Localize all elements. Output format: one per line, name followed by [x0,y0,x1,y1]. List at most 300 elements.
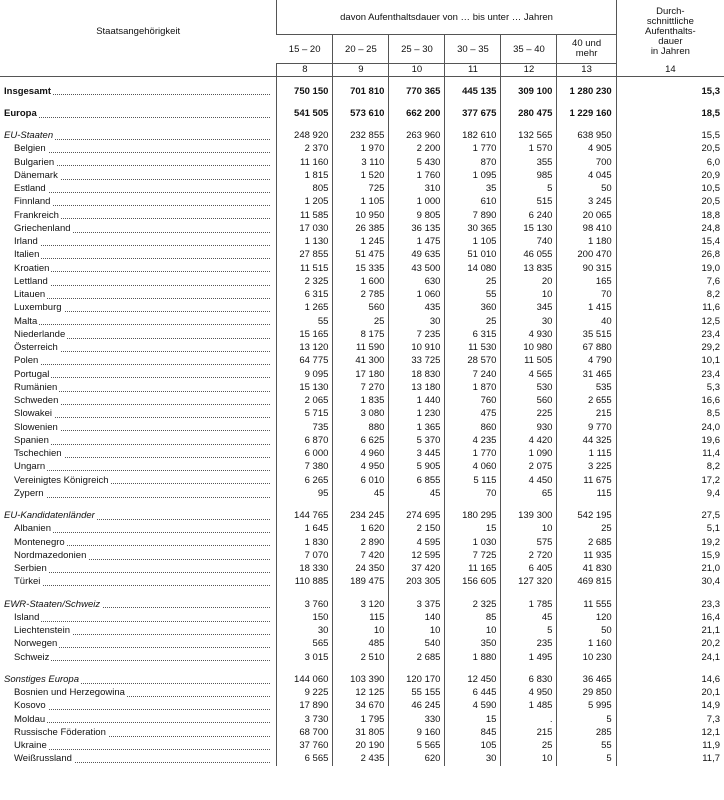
value-cell: 1 620 [333,523,389,536]
value-cell: 4 930 [501,328,557,341]
value-cell: 35 515 [557,328,616,341]
table-row [0,713,724,726]
value-cell: 20 [501,275,557,288]
row-label-text: Kosovo [14,700,46,712]
value-cell: 215 [557,408,616,421]
value-cell: 139 300 [501,510,557,523]
row-label-text: EWR-Staaten/Schweiz [4,598,101,610]
value-cell: 760 [445,395,501,408]
value-cell: 4 950 [333,461,389,474]
value-cell: 985 [501,169,557,182]
value-cell: 638 950 [557,130,616,143]
value-cell: 45 [389,487,445,500]
average-cell: 11,9 [616,740,724,753]
column-number: 9 [333,64,389,77]
value-cell: 280 475 [501,107,557,120]
row-label [0,625,277,638]
row-label [0,536,277,549]
value-cell: 845 [445,726,501,739]
value-cell: 1 105 [445,236,501,249]
spacer-cell [501,501,557,510]
spacer-cell [277,121,333,130]
value-cell: 50 [557,625,616,638]
value-cell: 530 [501,381,557,394]
row-label-text: Nordmazedonien [14,549,87,561]
value-cell: 25 [445,275,501,288]
average-cell: 7,6 [616,275,724,288]
column-number: 8 [277,64,333,77]
row-label-text: EU-Kandidatenländer [4,510,95,522]
spacer-cell [445,501,501,510]
spacer-cell [389,76,445,85]
spacer-cell [445,98,501,107]
value-cell: 1 870 [445,381,501,394]
spacer-cell [616,589,724,598]
row-label [0,262,277,275]
spacer-cell [389,589,445,598]
value-cell: 144 765 [277,510,333,523]
value-cell: 13 835 [501,262,557,275]
value-cell: 1 485 [501,700,557,713]
row-label [0,130,277,143]
value-cell: 11 505 [501,355,557,368]
spacer-cell [277,76,333,85]
value-cell: 435 [389,302,445,315]
table-row [0,474,724,487]
row-label-text: Sonstiges Europa [4,673,79,685]
spacer-cell [277,501,333,510]
value-cell: 2 325 [445,598,501,611]
table-row [0,342,724,355]
table-row [0,302,724,315]
row-label [0,143,277,156]
average-cell: 14,9 [616,700,724,713]
table-row [0,395,724,408]
column-number: 10 [389,64,445,77]
value-cell: 5 115 [445,474,501,487]
row-label-text: Litauen [14,289,46,301]
value-cell: 68 700 [277,726,333,739]
row-label [0,487,277,500]
value-cell: 9 160 [389,726,445,739]
value-cell: 7 890 [445,209,501,222]
row-label-text: Montenegro [14,536,65,548]
spacer-cell [445,589,501,598]
value-cell: 182 610 [445,130,501,143]
range-header: 20 – 25 [333,35,389,64]
average-cell: 24,0 [616,421,724,434]
average-cell: 19,6 [616,434,724,447]
value-cell: 30 365 [445,222,501,235]
value-cell: 26 385 [333,222,389,235]
row-label [0,523,277,536]
row-label [0,549,277,562]
value-cell: 360 [445,302,501,315]
average-cell: 19,2 [616,536,724,549]
value-cell: 542 195 [557,510,616,523]
value-cell: 95 [277,487,333,500]
table-row [0,434,724,447]
average-cell: 24,8 [616,222,724,235]
average-cell: 10,1 [616,355,724,368]
value-cell: 310 [389,183,445,196]
row-label [0,156,277,169]
row-label-text: Griechenland [14,222,71,234]
value-cell: 41 830 [557,563,616,576]
average-cell: 11,4 [616,448,724,461]
value-cell: 15 [445,713,501,726]
value-cell: 1 115 [557,448,616,461]
table-row [0,183,724,196]
row-label-text: Frankreich [14,209,59,221]
range-header: 15 – 20 [277,35,333,64]
row-label [0,448,277,461]
row-label [0,368,277,381]
value-cell: 565 [277,638,333,651]
value-cell: 5 [557,713,616,726]
value-cell: 1 365 [389,421,445,434]
value-cell: 6 565 [277,753,333,766]
row-label [0,209,277,222]
average-cell: 8,2 [616,289,724,302]
value-cell: 24 350 [333,563,389,576]
value-cell: 55 [277,315,333,328]
value-cell: 4 595 [389,536,445,549]
value-cell: 15 130 [277,381,333,394]
spacer-row [0,664,724,673]
value-cell: 2 435 [333,753,389,766]
value-cell: 120 [557,611,616,624]
value-cell: 15 [445,523,501,536]
table-row [0,315,724,328]
value-cell: 11 555 [557,598,616,611]
spacer-cell [557,121,616,130]
value-cell: 1 645 [277,523,333,536]
row-label [0,713,277,726]
value-cell: 5 565 [389,740,445,753]
value-cell: 575 [501,536,557,549]
column-number: 11 [445,64,501,77]
column-number-blank [0,64,277,77]
value-cell: 3 245 [557,196,616,209]
value-cell: 2 510 [333,651,389,664]
value-cell: 4 235 [445,434,501,447]
table-row [0,726,724,739]
spacer-row [0,589,724,598]
table-row [0,408,724,421]
row-label [0,638,277,651]
value-cell: 10 [501,289,557,302]
value-cell: 64 775 [277,355,333,368]
row-label [0,461,277,474]
column-number: 13 [557,64,616,77]
value-cell: 6 315 [445,328,501,341]
average-cell: 16,6 [616,395,724,408]
value-cell: 1 830 [277,536,333,549]
value-cell: 55 [445,289,501,302]
value-cell: 9 770 [557,421,616,434]
row-label-text: Europa [4,107,37,119]
value-cell: 10 [389,625,445,638]
average-cell: 6,0 [616,156,724,169]
group-row [0,673,724,686]
value-cell: 6 240 [501,209,557,222]
value-cell: 5 [501,183,557,196]
value-cell: 20 190 [333,740,389,753]
value-cell: 4 045 [557,169,616,182]
table-row [0,638,724,651]
spacer-cell [277,98,333,107]
value-cell: 10 [445,625,501,638]
average-cell: 11,7 [616,753,724,766]
value-cell: 1 880 [445,651,501,664]
value-cell: 10 [501,523,557,536]
average-cell: 26,8 [616,249,724,262]
value-cell: 1 835 [333,395,389,408]
value-cell: 1 000 [389,196,445,209]
average-cell: 14,6 [616,673,724,686]
value-cell: 1 770 [445,143,501,156]
spacer-row [0,76,724,85]
spacer-cell [501,121,557,130]
value-cell: 51 475 [333,249,389,262]
row-label-text: Italien [14,249,40,261]
value-cell: 165 [557,275,616,288]
value-cell: 1 130 [277,236,333,249]
average-cell: 27,5 [616,510,724,523]
value-cell: 355 [501,156,557,169]
spacer-cell [389,501,445,510]
value-cell: 115 [333,611,389,624]
value-cell: 144 060 [277,673,333,686]
row-label [0,275,277,288]
value-cell: 40 [557,315,616,328]
value-cell: 540 [389,638,445,651]
row-label [0,302,277,315]
value-cell: 6 855 [389,474,445,487]
row-label [0,107,277,120]
value-cell: 330 [389,713,445,726]
row-label-text: Niederlande [14,328,66,340]
value-cell: 46 245 [389,700,445,713]
value-cell: 9 805 [389,209,445,222]
row-label-text: Slowenien [14,421,58,433]
average-cell: 15,9 [616,549,724,562]
average-cell: 20,5 [616,143,724,156]
value-cell: 6 010 [333,474,389,487]
row-label-text: Zypern [14,487,44,499]
average-cell: 15,5 [616,130,724,143]
spacer-cell [333,76,389,85]
spacer-cell [0,76,277,85]
spacer-cell [0,121,277,130]
total-row [0,107,724,120]
value-cell: 1 520 [333,169,389,182]
value-cell: 4 590 [445,700,501,713]
value-cell: 11 585 [277,209,333,222]
average-cell: 7,3 [616,713,724,726]
value-cell: 15 130 [501,222,557,235]
value-cell: 12 450 [445,673,501,686]
row-label-text: Ungarn [14,461,46,473]
average-cell: 23,4 [616,328,724,341]
value-cell: 28 570 [445,355,501,368]
value-cell: 120 170 [389,673,445,686]
value-cell: 17 180 [333,368,389,381]
average-cell: 5,3 [616,381,724,394]
value-cell: 1 180 [557,236,616,249]
spacer-cell [557,589,616,598]
row-label-text: Island [14,611,40,623]
row-label [0,598,277,611]
avg-header-line: Aufenthalts- [645,25,696,37]
value-cell: 2 890 [333,536,389,549]
average-cell: 9,4 [616,487,724,500]
table-body [0,76,724,766]
row-label [0,196,277,209]
value-cell: 7 240 [445,368,501,381]
value-cell: 1 030 [445,536,501,549]
value-cell: 535 [557,381,616,394]
value-cell: 215 [501,726,557,739]
value-cell: 30 [445,753,501,766]
row-label [0,328,277,341]
row-label-text: Irland [14,236,38,248]
value-cell: 6 625 [333,434,389,447]
table-row [0,236,724,249]
row-label [0,434,277,447]
value-cell: . [501,713,557,726]
value-cell: 17 890 [277,700,333,713]
value-cell: 45 [333,487,389,500]
value-cell: 103 390 [333,673,389,686]
value-cell: 770 365 [389,85,445,98]
value-cell: 701 810 [333,85,389,98]
table-row [0,169,724,182]
value-cell: 3 080 [333,408,389,421]
value-cell: 6 315 [277,289,333,302]
table-row [0,143,724,156]
spacer-cell [0,589,277,598]
value-cell: 34 670 [333,700,389,713]
value-cell: 4 565 [501,368,557,381]
average-cell: 20,9 [616,169,724,182]
row-label [0,673,277,686]
spacer-cell [616,121,724,130]
value-cell: 12 595 [389,549,445,562]
value-cell: 4 420 [501,434,557,447]
value-cell: 7 270 [333,381,389,394]
value-cell: 377 675 [445,107,501,120]
range-header: 30 – 35 [445,35,501,64]
value-cell: 11 515 [277,262,333,275]
value-cell: 1 570 [501,143,557,156]
row-label-text: Albanien [14,523,51,535]
table-row [0,487,724,500]
average-cell: 20,5 [616,196,724,209]
value-cell: 6 830 [501,673,557,686]
duration-group-header: davon Aufenthaltsdauer von … bis unter … Jahren [277,0,616,35]
value-cell: 36 465 [557,673,616,686]
value-cell: 41 300 [333,355,389,368]
spacer-row [0,501,724,510]
spacer-row [0,98,724,107]
value-cell: 25 [333,315,389,328]
value-cell: 29 850 [557,687,616,700]
table-row [0,523,724,536]
value-cell: 11 530 [445,342,501,355]
value-cell: 1 265 [277,302,333,315]
row-label [0,474,277,487]
average-cell: 12,1 [616,726,724,739]
table-row [0,196,724,209]
value-cell: 232 855 [333,130,389,143]
value-cell: 2 200 [389,143,445,156]
range-header-line: mehr [575,48,598,59]
table-row [0,222,724,235]
row-label [0,222,277,235]
value-cell: 1 245 [333,236,389,249]
value-cell: 17 030 [277,222,333,235]
average-duration-header [616,0,724,64]
value-cell: 3 730 [277,713,333,726]
row-label-text: Bulgarien [14,156,55,168]
row-label-text: Belgien [14,143,46,155]
row-label-text: Türkei [14,576,41,588]
value-cell: 10 230 [557,651,616,664]
value-cell: 85 [445,611,501,624]
value-cell: 115 [557,487,616,500]
value-cell: 4 790 [557,355,616,368]
row-label [0,576,277,589]
value-cell: 274 695 [389,510,445,523]
row-label-text: Malta [14,315,38,327]
table-row [0,448,724,461]
row-label-text: Österreich [14,342,58,354]
spacer-cell [389,664,445,673]
value-cell: 1 160 [557,638,616,651]
spacer-cell [501,76,557,85]
value-cell: 18 830 [389,368,445,381]
value-cell: 3 015 [277,651,333,664]
value-cell: 7 380 [277,461,333,474]
spacer-cell [0,98,277,107]
value-cell: 1 415 [557,302,616,315]
average-cell: 8,5 [616,408,724,421]
spacer-cell [616,664,724,673]
spacer-cell [277,589,333,598]
spacer-cell [501,98,557,107]
value-cell: 25 [557,523,616,536]
average-cell: 20,2 [616,638,724,651]
table-row [0,421,724,434]
value-cell: 930 [501,421,557,434]
value-cell: 11 935 [557,549,616,562]
table-row [0,262,724,275]
value-cell: 248 920 [277,130,333,143]
value-cell: 610 [445,196,501,209]
spacer-cell [445,76,501,85]
value-cell: 2 720 [501,549,557,562]
value-cell: 2 655 [557,395,616,408]
spacer-cell [333,501,389,510]
value-cell: 235 [501,638,557,651]
value-cell: 234 245 [333,510,389,523]
average-cell: 23,3 [616,598,724,611]
value-cell: 469 815 [557,576,616,589]
column-number: 14 [616,64,724,77]
table-row [0,536,724,549]
